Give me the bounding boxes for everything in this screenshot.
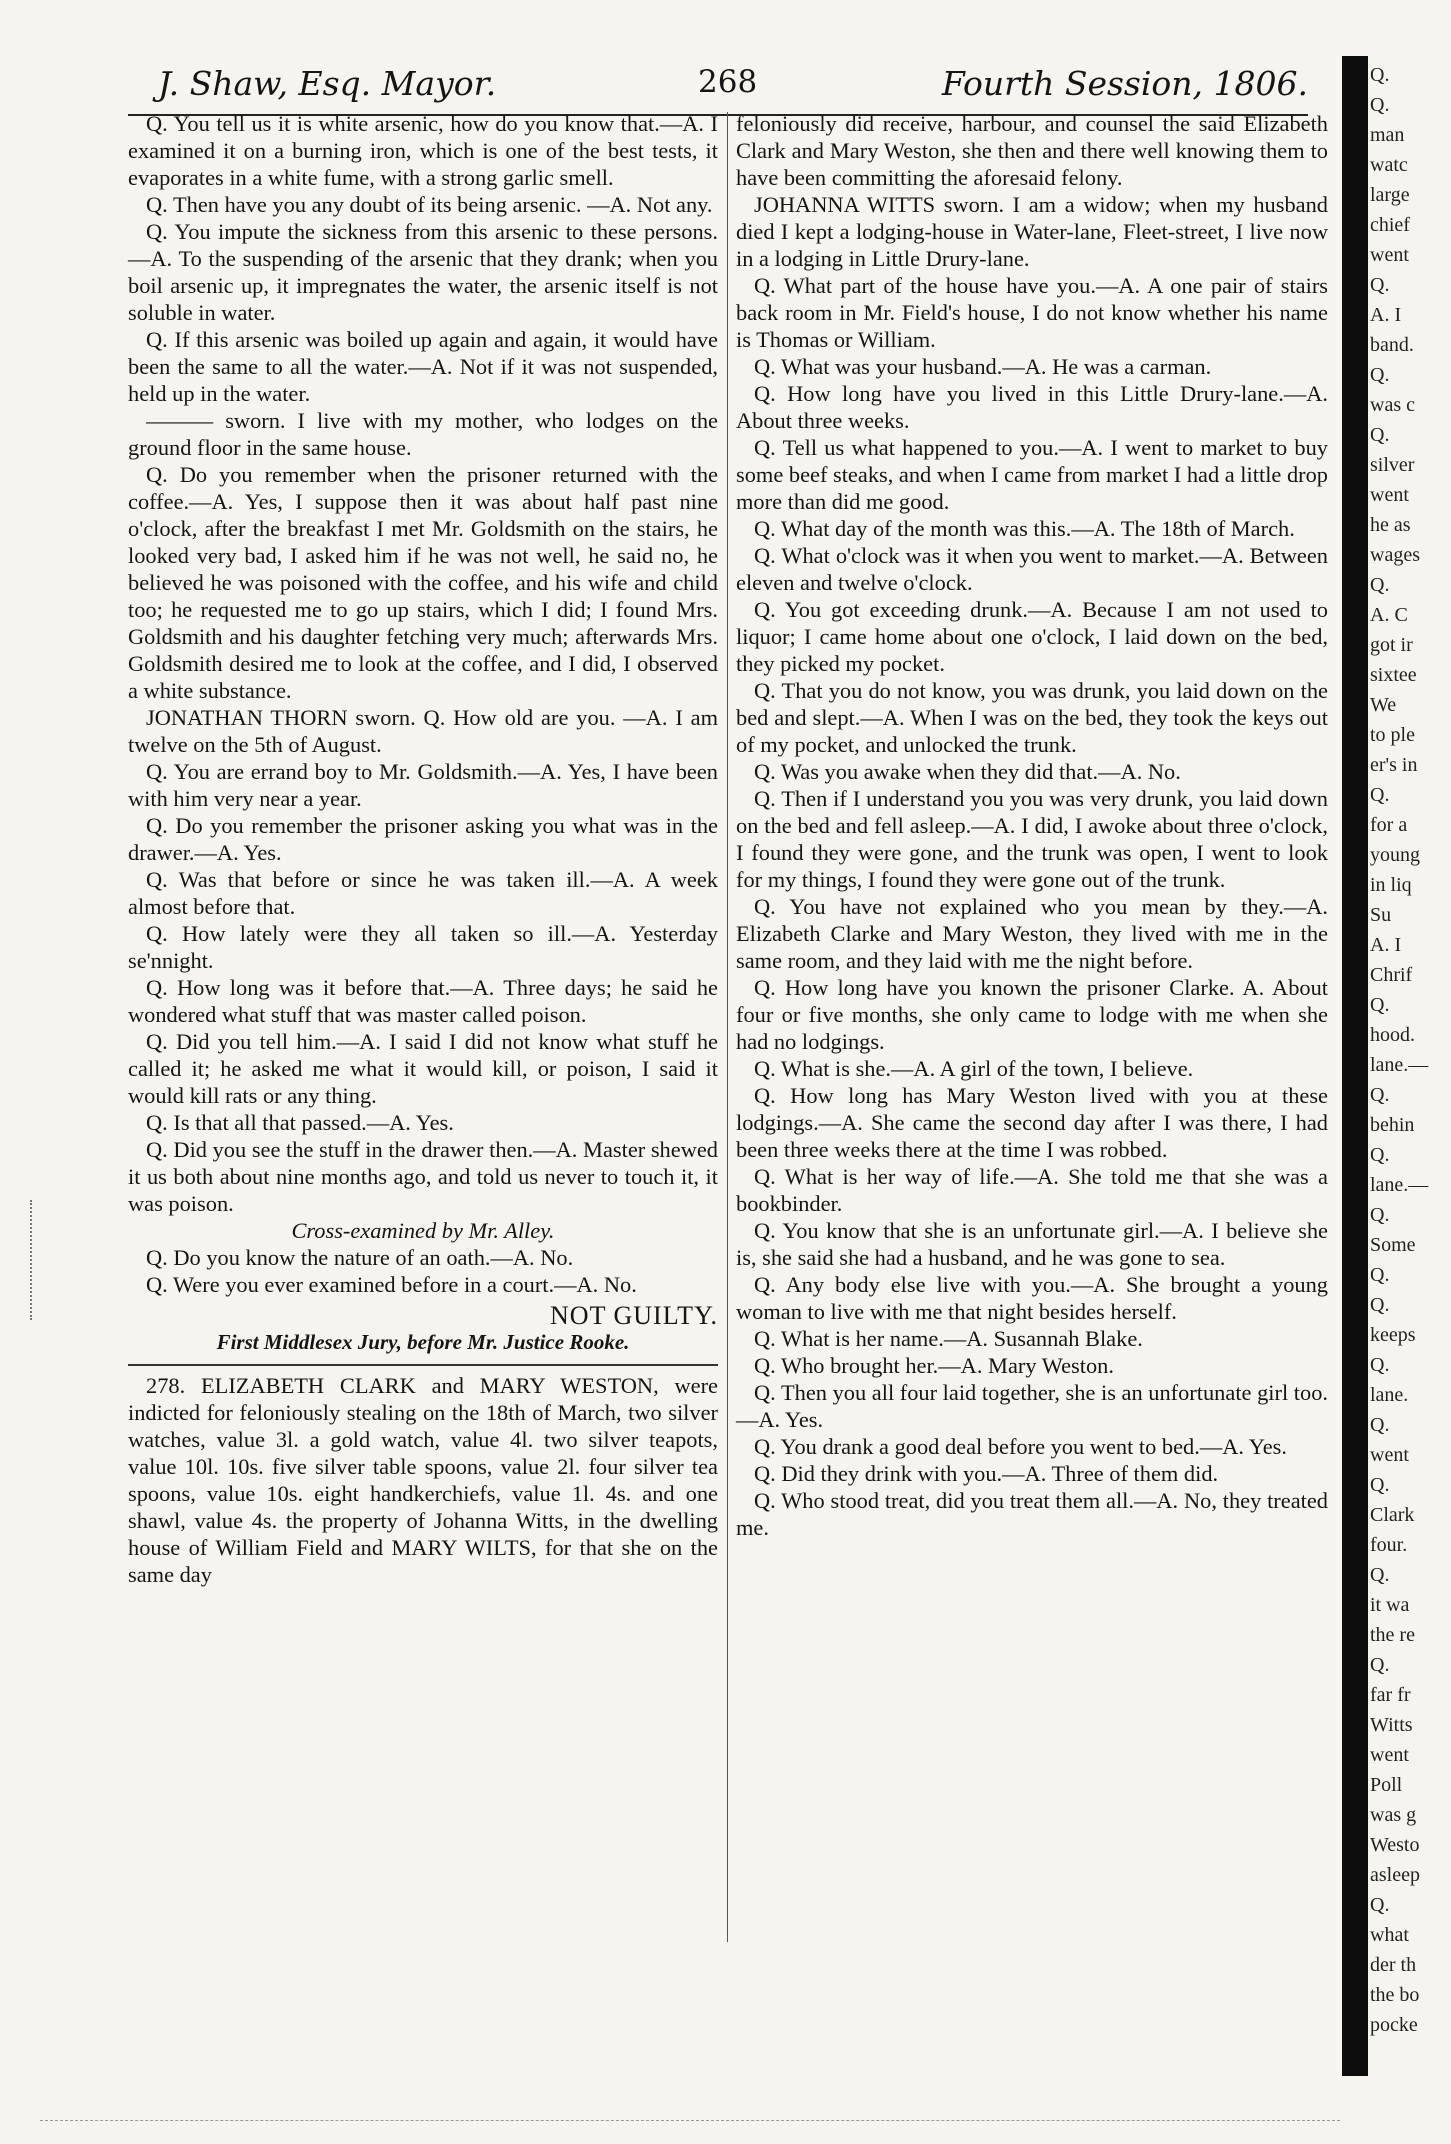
testimony-paragraph: Q. Who stood treat, did you treat them all.—A. No, they treated me. (736, 1488, 1328, 1540)
edge-fragment: Q. (1370, 274, 1390, 296)
page-number: 268 (698, 64, 758, 100)
edge-fragment: was c (1370, 394, 1415, 416)
testimony-paragraph: Q. You know that she is an unfortunate girl.—A. I believe she is, she said she had a husband, and he was gone to sea. (736, 1218, 1328, 1270)
edge-fragment: Westo (1370, 1834, 1420, 1856)
footer-rule (40, 2120, 1340, 2121)
facing-page-edge (1370, 60, 1451, 2090)
testimony-paragraph: feloniously did receive, harbour, and counsel the said Elizabeth Clark and Mary Weston, she then and there well knowing them to have been committing the aforesaid felony. (736, 111, 1328, 190)
edge-fragment: Some (1370, 1234, 1416, 1256)
edge-fragment: went (1370, 1444, 1409, 1466)
testimony-paragraph: ——— sworn. I live with my mother, who lodges on the ground floor in the same house. (128, 408, 718, 460)
testimony-paragraph: Q. What part of the house have you.—A. A one pair of stairs back room in Mr. Field's house, I do not know whether his name is Thomas or William. (736, 273, 1328, 352)
edge-fragment: Witts (1370, 1714, 1413, 1736)
edge-fragment: Q. (1370, 424, 1390, 446)
edge-fragment: wages (1370, 544, 1420, 566)
testimony-paragraph: Q. Was you awake when they did that.—A. No. (754, 759, 1181, 784)
testimony-paragraph: Q. Then have you any doubt of its being arsenic. —A. Not any. (146, 192, 713, 217)
edge-fragment: the bo (1370, 1984, 1420, 2006)
testimony-paragraph: Q. What day of the month was this.—A. The 18th of March. (754, 516, 1295, 541)
edge-fragment: Q. (1370, 1564, 1390, 1586)
edge-fragment: keeps (1370, 1324, 1416, 1346)
testimony-paragraph: Q. How long was it before that.—A. Three days; he said he wondered what stuff that was master called poison. (128, 975, 718, 1027)
edge-fragment: was g (1370, 1804, 1417, 1826)
testimony-paragraph: Q. Was that before or since he was taken ill.—A. A week almost before that. (128, 867, 718, 919)
testimony-paragraph: Q. That you do not know, you was drunk, you laid down on the bed and slept.—A. When I was on the bed, they took the keys out of my pocket, and unlocked the trunk. (736, 678, 1328, 757)
edge-fragment: in liq (1370, 874, 1412, 896)
edge-fragment: he as (1370, 514, 1411, 536)
header-mayor: J. Shaw, Esq. Mayor. (158, 64, 497, 103)
verdict: NOT GUILTY. (550, 1301, 718, 1330)
edge-fragment: what (1370, 1924, 1409, 1946)
jury-line: First Middlesex Jury, before Mr. Justice Rooke. (216, 1330, 630, 1354)
edge-fragment: Q. (1370, 784, 1390, 806)
edge-fragment: large (1370, 184, 1410, 206)
testimony-paragraph: Q. If this arsenic was boiled up again and again, it would have been the same to all the water.—A. Not if it was not suspended, held up in the water. (128, 327, 718, 406)
testimony-paragraph: Q. You drank a good deal before you went to bed.—A. Yes. (754, 1434, 1287, 1459)
testimony-paragraph: Q. How lately were they all taken so ill.—A. Yesterday se'nnight. (128, 921, 718, 973)
edge-fragment: lane.— (1370, 1054, 1429, 1076)
testimony-paragraph: Q. Tell us what happened to you.—A. I went to market to buy some beef steaks, and when I came from market I had a little drop more than did me good. (736, 435, 1328, 514)
testimony-paragraph: Q. Did you see the stuff in the drawer then.—A. Master shewed it us both about nine months ago, and told us never to touch it, it was poison. (128, 1137, 718, 1216)
edge-fragment: Q. (1370, 1414, 1390, 1436)
edge-fragment: lane. (1370, 1384, 1409, 1406)
edge-fragment: Clark (1370, 1504, 1415, 1526)
testimony-paragraph: JOHANNA WITTS sworn. I am a widow; when my husband died I kept a lodging-house in Water-lane, Fleet-street, I live now in a lodging in Little Drury-lane. (736, 192, 1328, 271)
testimony-paragraph: Q. Then you all four laid together, she is an unfortunate girl too.—A. Yes. (736, 1380, 1328, 1432)
testimony-paragraph: Q. Is that all that passed.—A. Yes. (146, 1110, 454, 1135)
edge-fragment: Q. (1370, 1144, 1390, 1166)
testimony-paragraph: Q. Do you know the nature of an oath.—A. No. (146, 1245, 574, 1270)
cross-examined-heading: Cross-examined by Mr. Alley. (291, 1218, 555, 1243)
edge-fragment: behin (1370, 1114, 1415, 1136)
edge-fragment: Q. (1370, 1894, 1390, 1916)
edge-fragment: four. (1370, 1534, 1408, 1556)
testimony-paragraph: Q. Any body else live with you.—A. She brought a young woman to live with me that night besides herself. (736, 1272, 1328, 1324)
testimony-paragraph: Q. What is she.—A. A girl of the town, I believe. (754, 1056, 1194, 1081)
testimony-paragraph: Q. You impute the sickness from this arsenic to these persons.—A. To the suspending of the arsenic that they drank; when you boil arsenic up, it impregnates the water, the arsenic itself is not soluble in water. (128, 219, 718, 325)
edge-fragment: Q. (1370, 994, 1390, 1016)
binding-shadow (1342, 56, 1368, 2076)
testimony-paragraph: Q. Then if I understand you you was very drunk, you laid down on the bed and fell asleep.—A. I did, I awoke about three o'clock, I found they were gone, and the trunk was open, I went to look for my things, I found they were gone out of the trunk. (736, 786, 1328, 892)
edge-fragment: Q. (1370, 574, 1390, 596)
edge-fragment: A. I (1370, 304, 1402, 326)
testimony-paragraph: Q. How long have you known the prisoner Clarke. A. About four or five months, she only came to lodge with me when she had no lodgings. (736, 975, 1328, 1054)
edge-fragment: chief (1370, 214, 1410, 236)
edge-fragment: lane.— (1370, 1174, 1429, 1196)
testimony-paragraph: Q. What is her way of life.—A. She told me that she was a bookbinder. (736, 1164, 1328, 1216)
left-column (128, 110, 718, 1588)
edge-fragment: hood. (1370, 1024, 1415, 1046)
edge-fragment: it wa (1370, 1594, 1410, 1616)
edge-fragment: der th (1370, 1954, 1417, 1976)
edge-fragment: went (1370, 244, 1409, 266)
edge-fragment: Q. (1370, 364, 1390, 386)
testimony-paragraph: Q. What is her name.—A. Susannah Blake. (754, 1326, 1143, 1351)
edge-fragment: er's in (1370, 754, 1418, 776)
edge-fragment: A. I (1370, 934, 1402, 956)
edge-fragment: Poll (1370, 1774, 1403, 1796)
case-indictment: 278. ELIZABETH CLARK and MARY WESTON, were indicted for feloniously stealing on the 18th of March, two silver watches, value 3l. a gold watch, value 4l. two silver teapots, value 10l. 10s. five silver table spoons, value 2l. four silver tea spoons, value 10s. eight handkerchiefs, value 1l. 4s. and one shawl, value 4s. the property of Johanna Witts, in the dwelling house of William Field and MARY WILTS, for that she on the same day (128, 1373, 718, 1587)
testimony-paragraph: Q. How long have you lived in this Little Drury-lane.—A. About three weeks. (736, 381, 1328, 433)
testimony-paragraph: Q. Who brought her.—A. Mary Weston. (754, 1353, 1114, 1378)
edge-fragment: Chrif (1370, 964, 1413, 986)
column-rule (727, 112, 728, 1942)
testimony-paragraph: Q. You are errand boy to Mr. Goldsmith.—A. Yes, I have been with him very near a year. (128, 759, 718, 811)
edge-fragment: Q. (1370, 94, 1390, 116)
edge-fragment: went (1370, 484, 1409, 506)
right-column (736, 110, 1328, 1541)
testimony-paragraph: JONATHAN THORN sworn. Q. How old are you. —A. I am twelve on the 5th of August. (128, 705, 718, 757)
testimony-paragraph: Q. You tell us it is white arsenic, how do you know that.—A. I examined it on a burning iron, which is one of the best tests, it evaporates in a white fume, with a strong garlic smell. (128, 111, 718, 190)
header-session: Fourth Session, 1806. (941, 64, 1308, 103)
edge-fragment: for a (1370, 814, 1408, 836)
edge-fragment: band. (1370, 334, 1414, 356)
running-head (128, 58, 1308, 116)
edge-fragment: Q. (1370, 1264, 1390, 1286)
edge-fragment: Q. (1370, 1084, 1390, 1106)
margin-marks (30, 1200, 38, 1320)
edge-fragment: Q. (1370, 1294, 1390, 1316)
edge-fragment: sixtee (1370, 664, 1417, 686)
testimony-paragraph: Q. What was your husband.—A. He was a carman. (754, 354, 1212, 379)
edge-fragment: young (1370, 844, 1420, 866)
edge-fragment: far fr (1370, 1684, 1411, 1706)
testimony-paragraph: Q. How long has Mary Weston lived with you at these lodgings.—A. She came the second day after I was there, I had been three weeks there at the time I was robbed. (736, 1083, 1328, 1162)
edge-fragment: A. C (1370, 604, 1408, 626)
edge-fragment: the re (1370, 1624, 1415, 1646)
testimony-paragraph: Q. You got exceeding drunk.—A. Because I am not used to liquor; I came home about one o'clock, I laid down on the bed, they picked my pocket. (736, 597, 1328, 676)
testimony-paragraph: Q. Do you remember the prisoner asking you what was in the drawer.—A. Yes. (128, 813, 718, 865)
case-divider (128, 1364, 718, 1366)
edge-fragment: Su (1370, 904, 1392, 926)
edge-fragment: watc (1370, 154, 1408, 176)
edge-fragment: Q. (1370, 1354, 1390, 1376)
edge-fragment: We (1370, 694, 1397, 716)
testimony-paragraph: Q. Were you ever examined before in a court.—A. No. (146, 1272, 637, 1297)
edge-fragment: Q. (1370, 64, 1390, 86)
edge-fragment: Q. (1370, 1474, 1390, 1496)
testimony-paragraph: Q. Do you remember when the prisoner returned with the coffee.—A. Yes, I suppose then it was about half past nine o'clock, after the breakfast I met Mr. Goldsmith on the stairs, he looked very bad, I asked him if he was not well, he said no, he believed he was poisoned with the coffee, and his wife and child too; he requested me to go up stairs, which I did; I found Mrs. Goldsmith and his daughter fetching very much; afterwards Mrs. Goldsmith desired me to look at the coffee, and I did, I observed a white substance. (128, 462, 718, 703)
edge-fragment: Q. (1370, 1204, 1390, 1226)
testimony-paragraph: Q. Did they drink with you.—A. Three of them did. (754, 1461, 1219, 1486)
testimony-paragraph: Q. Did you tell him.—A. I said I did not know what stuff he called it; he asked me what it would kill, or poison, I said it would kill rats or any thing. (128, 1029, 718, 1108)
edge-fragment: Q. (1370, 1654, 1390, 1676)
edge-fragment: man (1370, 124, 1405, 146)
edge-fragment: to ple (1370, 724, 1415, 746)
testimony-paragraph: Q. You have not explained who you mean by they.—A. Elizabeth Clarke and Mary Weston, they lived with me in the same room, and they laid with me the night before. (736, 894, 1328, 973)
edge-fragment: asleep (1370, 1864, 1420, 1886)
edge-fragment: pocke (1370, 2014, 1418, 2036)
edge-fragment: silver (1370, 454, 1415, 476)
edge-fragment: got ir (1370, 634, 1413, 656)
edge-fragment: went (1370, 1744, 1409, 1766)
testimony-paragraph: Q. What o'clock was it when you went to market.—A. Between eleven and twelve o'clock. (736, 543, 1328, 595)
